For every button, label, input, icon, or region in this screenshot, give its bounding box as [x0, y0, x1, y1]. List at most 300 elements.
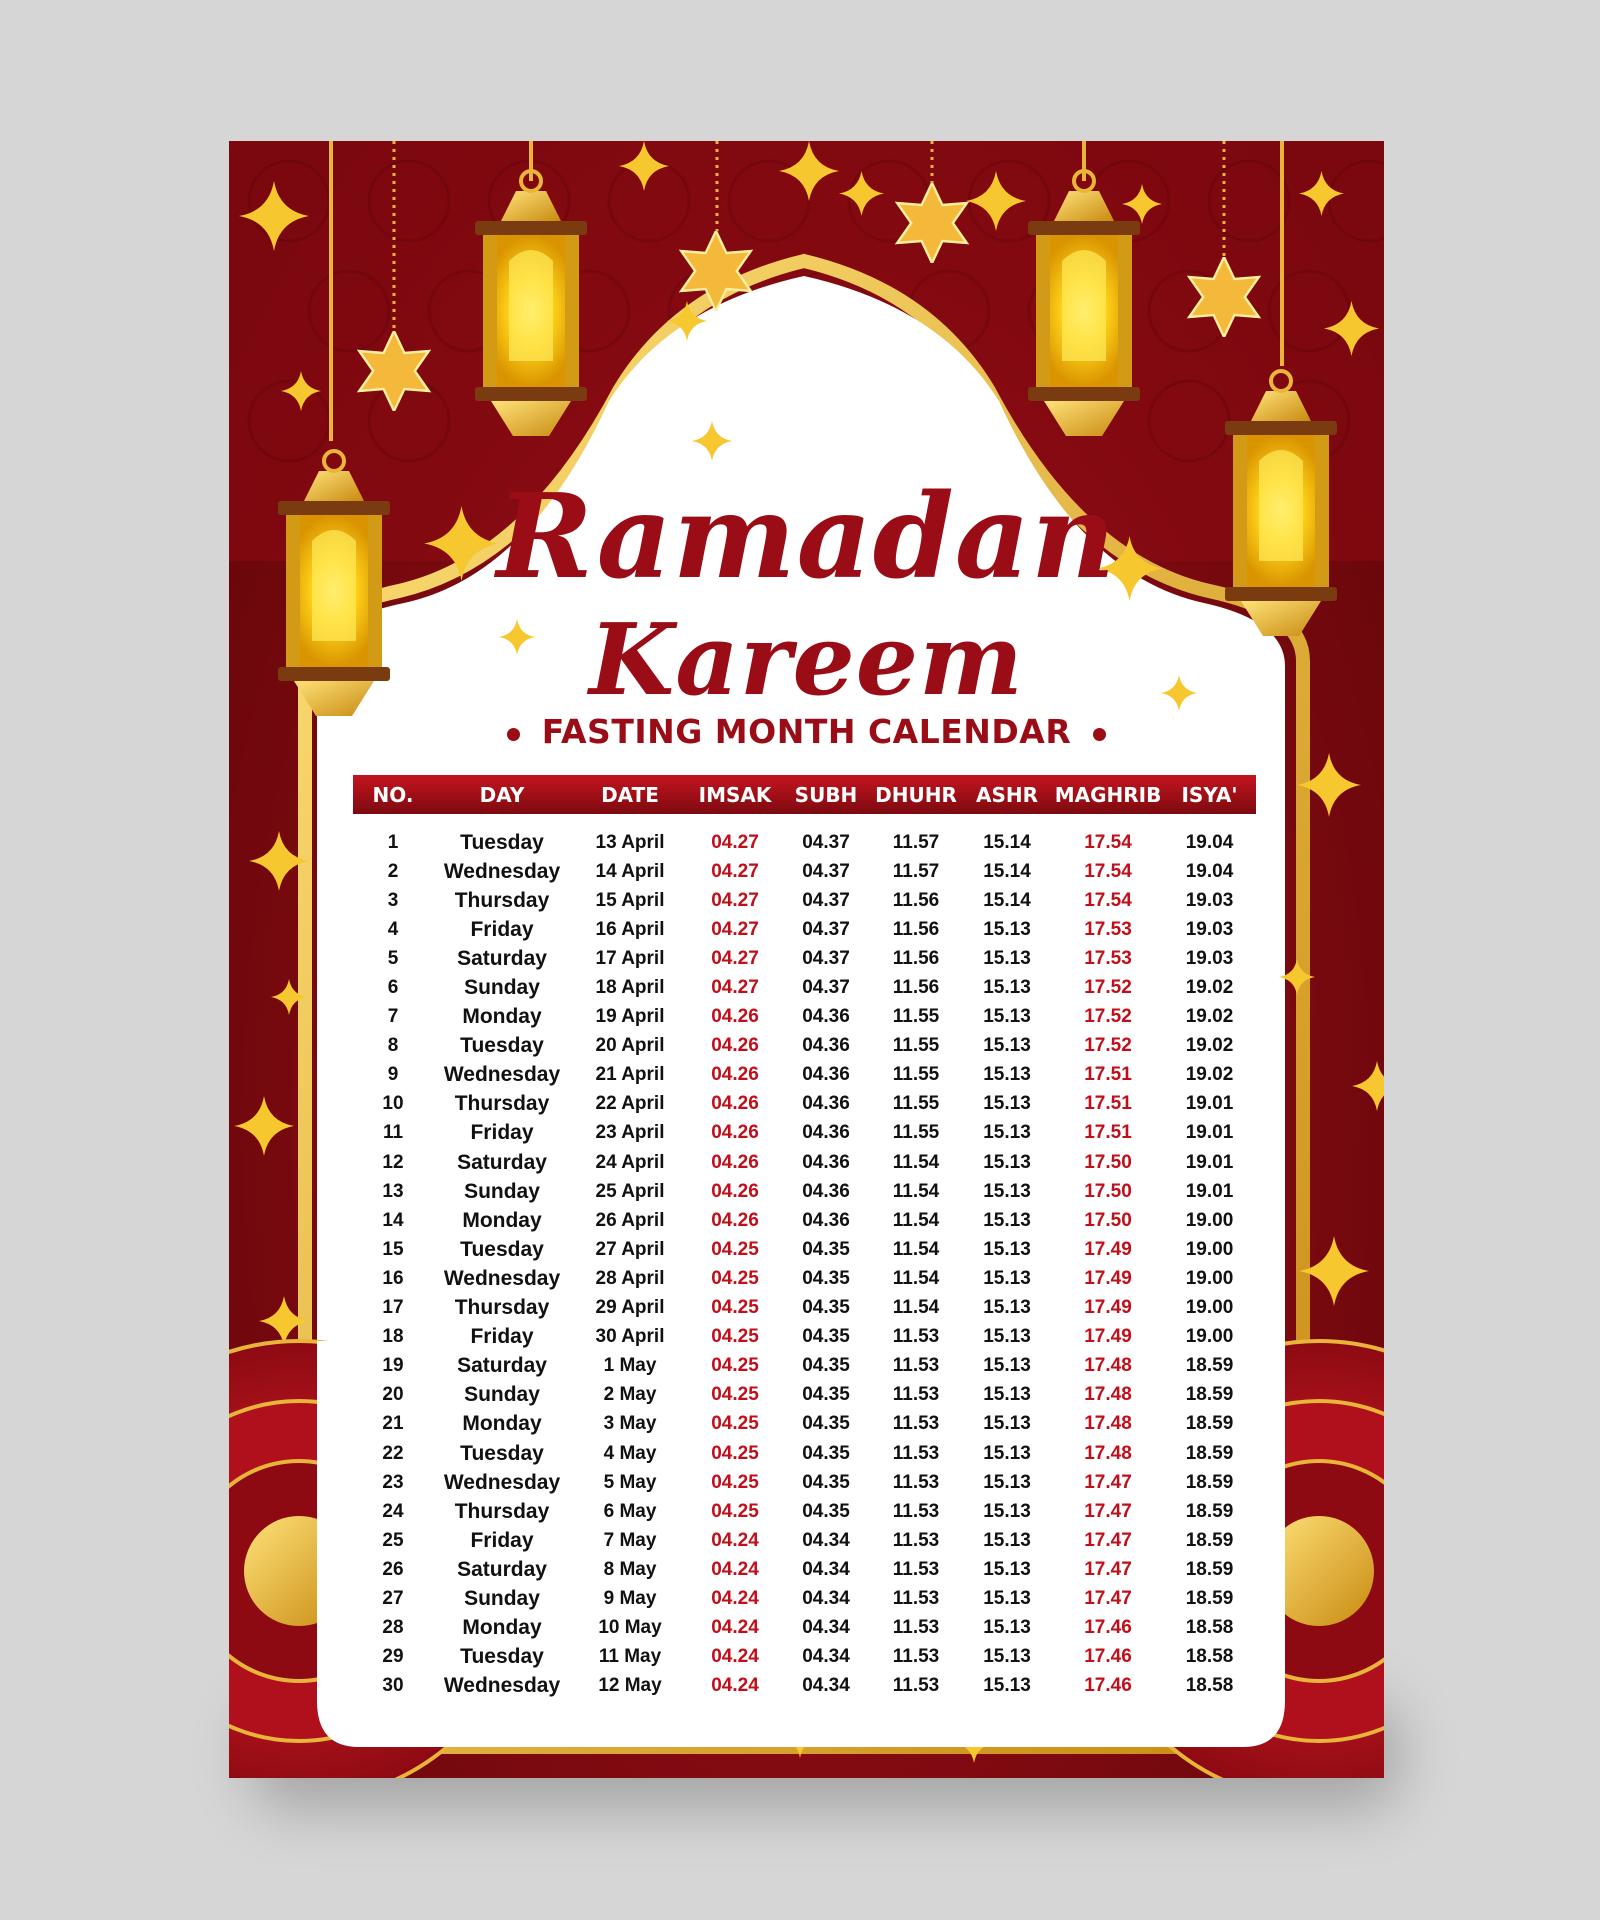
- table-cell: 17.47: [1084, 1558, 1132, 1580]
- table-cell: 21 April: [595, 1064, 665, 1086]
- column-header: ASHR: [961, 775, 1053, 814]
- table-cell: 04.27: [711, 947, 759, 969]
- table-cell: 19.00: [1185, 1326, 1234, 1348]
- table-row: [353, 973, 1256, 1002]
- table-cell: 17: [382, 1297, 404, 1319]
- table-cell: 04.36: [802, 1035, 850, 1057]
- table-cell: 04.34: [802, 1617, 850, 1639]
- table-cell: 19.04: [1185, 860, 1234, 882]
- table-cell: 18.59: [1185, 1558, 1234, 1580]
- table-cell: 04.35: [802, 1267, 850, 1289]
- table-cell: 04.35: [802, 1500, 850, 1522]
- table-cell: 04.36: [802, 1209, 850, 1231]
- table-cell: 3: [387, 889, 399, 911]
- table-cell: 17.54: [1084, 831, 1132, 853]
- table-cell: 04.37: [802, 831, 850, 853]
- table-cell: 15.13: [983, 1471, 1031, 1493]
- table-cell: 11.55: [892, 1035, 940, 1057]
- table-cell: 15: [382, 1238, 404, 1260]
- table-cell: 15.13: [983, 1093, 1031, 1115]
- table-cell: 18.59: [1185, 1355, 1234, 1377]
- table-cell: 11.53: [892, 1587, 940, 1609]
- column-header: IMSAK: [689, 775, 781, 814]
- table-cell: Wednesday: [443, 1674, 561, 1698]
- table-cell: 30 April: [595, 1326, 665, 1348]
- table-cell: 25: [382, 1529, 404, 1551]
- table-cell: Sunday: [464, 1179, 540, 1203]
- table-cell: 5 May: [603, 1471, 657, 1493]
- table-cell: 17.46: [1084, 1617, 1132, 1639]
- table-cell: 11.53: [892, 1384, 940, 1406]
- table-cell: Saturday: [457, 1354, 547, 1378]
- table-cell: 15.13: [983, 1617, 1031, 1639]
- table-cell: 04.27: [711, 889, 759, 911]
- table-cell: 04.27: [711, 918, 759, 940]
- table-cell: 04.35: [802, 1355, 850, 1377]
- table-cell: 28 April: [595, 1267, 665, 1289]
- table-row: [353, 1643, 1256, 1672]
- table-cell: 17.47: [1084, 1471, 1132, 1493]
- table-cell: 10 May: [598, 1617, 662, 1639]
- table-cell: 19.02: [1185, 977, 1234, 999]
- table-cell: 3 May: [603, 1413, 657, 1435]
- table-cell: 15.13: [983, 947, 1031, 969]
- table-row: [353, 1206, 1256, 1235]
- table-cell: 9 May: [603, 1587, 657, 1609]
- table-cell: 17.53: [1084, 918, 1132, 940]
- table-cell: 17.51: [1084, 1093, 1132, 1115]
- table-cell: 04.34: [802, 1675, 850, 1697]
- table-cell: Saturday: [457, 1557, 547, 1581]
- table-cell: 14: [382, 1209, 404, 1231]
- table-cell: 7 May: [603, 1529, 657, 1551]
- table-cell: 13: [382, 1180, 404, 1202]
- column-header: DHUHR: [871, 775, 961, 814]
- table-cell: 04.35: [802, 1297, 850, 1319]
- table-cell: 15.13: [983, 1587, 1031, 1609]
- table-cell: 6 May: [603, 1500, 657, 1522]
- table-cell: 11.53: [892, 1529, 940, 1551]
- table-cell: 11: [382, 1122, 404, 1144]
- table-cell: 11.55: [892, 1006, 940, 1028]
- table-cell: 11.53: [892, 1355, 940, 1377]
- table-cell: 15.13: [983, 1500, 1031, 1522]
- table-cell: 24 April: [595, 1151, 665, 1173]
- column-header: NO.: [353, 775, 433, 814]
- table-cell: 1 May: [603, 1355, 657, 1377]
- table-cell: 04.34: [802, 1529, 850, 1551]
- table-cell: 2 May: [603, 1384, 657, 1406]
- table-cell: 17.50: [1084, 1180, 1132, 1202]
- table-cell: 15.13: [983, 1529, 1031, 1551]
- table-cell: 23: [382, 1471, 404, 1493]
- table-cell: 11.53: [892, 1617, 940, 1639]
- table-row: [353, 1584, 1256, 1613]
- table-cell: 13 April: [595, 831, 665, 853]
- table-row: [353, 1672, 1256, 1701]
- table-cell: 04.26: [711, 1209, 759, 1231]
- table-cell: Friday: [470, 1121, 534, 1145]
- table-cell: 27: [382, 1587, 404, 1609]
- table-cell: 17.52: [1084, 1006, 1132, 1028]
- table-cell: 20: [382, 1384, 404, 1406]
- column-header: ISYA': [1163, 775, 1256, 814]
- table-cell: Sunday: [464, 1586, 540, 1610]
- table-cell: 11.56: [892, 947, 940, 969]
- table-cell: 15.13: [983, 1297, 1031, 1319]
- table-row: [353, 814, 1256, 857]
- table-cell: 19.04: [1185, 831, 1234, 853]
- table-cell: 15.13: [983, 1180, 1031, 1202]
- table-cell: 19.01: [1185, 1151, 1234, 1173]
- table-cell: 15.13: [983, 1122, 1031, 1144]
- table-cell: 04.26: [711, 1006, 759, 1028]
- table-row: [353, 1003, 1256, 1032]
- table-cell: 04.34: [802, 1646, 850, 1668]
- table-cell: 4 May: [603, 1442, 657, 1464]
- table-cell: 11.55: [892, 1122, 940, 1144]
- table-cell: 04.36: [802, 1151, 850, 1173]
- table-cell: 11.57: [892, 860, 940, 882]
- table-row: [353, 944, 1256, 973]
- table-cell: 11 May: [598, 1646, 662, 1668]
- table-cell: 9: [387, 1064, 399, 1086]
- table-cell: 17.49: [1084, 1326, 1132, 1348]
- table-cell: 15.13: [983, 1413, 1031, 1435]
- table-cell: Thursday: [454, 1296, 550, 1320]
- table-cell: 15.13: [983, 1675, 1031, 1697]
- table-cell: 17.46: [1084, 1675, 1132, 1697]
- title-ramadan: Ramadan: [496, 469, 1117, 605]
- table-cell: 04.35: [802, 1442, 850, 1464]
- table-cell: 11.56: [892, 889, 940, 911]
- table-row: [353, 1352, 1256, 1381]
- table-cell: 18.59: [1185, 1384, 1234, 1406]
- table-cell: 15.13: [983, 1384, 1031, 1406]
- title-kareem: Kareem: [589, 603, 1024, 718]
- table-cell: 04.37: [802, 918, 850, 940]
- table-cell: Monday: [462, 1208, 542, 1232]
- table-cell: 19.01: [1185, 1093, 1234, 1115]
- table-cell: 04.27: [711, 977, 759, 999]
- table-cell: 18.58: [1185, 1675, 1234, 1697]
- table-row: [353, 1090, 1256, 1119]
- table-cell: Saturday: [457, 1150, 547, 1174]
- table-cell: 1: [387, 831, 399, 853]
- table-cell: 15.13: [983, 1442, 1031, 1464]
- table-cell: 19.02: [1185, 1064, 1234, 1086]
- table-cell: 19.02: [1185, 1035, 1234, 1057]
- table-cell: 11.54: [892, 1209, 940, 1231]
- table-cell: 19.03: [1185, 918, 1234, 940]
- table-cell: 15.13: [983, 977, 1031, 999]
- table-cell: 04.26: [711, 1180, 759, 1202]
- table-cell: 11.55: [892, 1064, 940, 1086]
- table-cell: 11.53: [892, 1442, 940, 1464]
- table-cell: 17.47: [1084, 1587, 1132, 1609]
- table-cell: Tuesday: [460, 1441, 544, 1465]
- table-cell: 04.25: [711, 1384, 759, 1406]
- table-cell: Tuesday: [460, 1645, 544, 1669]
- table-row: [353, 915, 1256, 944]
- table-cell: 24: [382, 1500, 404, 1522]
- table-cell: 11.56: [892, 977, 940, 999]
- bullet-dot-icon: [507, 728, 520, 741]
- table-cell: 04.24: [711, 1617, 759, 1639]
- table-cell: 17.48: [1084, 1442, 1132, 1464]
- table-cell: 26 April: [595, 1209, 665, 1231]
- table-cell: 2: [387, 860, 399, 882]
- table-cell: 11.53: [892, 1558, 940, 1580]
- table-cell: 18.59: [1185, 1442, 1234, 1464]
- table-cell: 15.13: [983, 1646, 1031, 1668]
- table-cell: 18.59: [1185, 1529, 1234, 1551]
- table-cell: 6: [387, 977, 399, 999]
- table-cell: Wednesday: [443, 1470, 561, 1494]
- table-cell: 19: [382, 1355, 404, 1377]
- table-cell: 11.53: [892, 1326, 940, 1348]
- table-row: [353, 1177, 1256, 1206]
- column-header: DAY: [433, 775, 571, 814]
- table-cell: 18.59: [1185, 1413, 1234, 1435]
- table-row: [353, 1235, 1256, 1264]
- table-cell: 11.53: [892, 1646, 940, 1668]
- table-cell: 22 April: [595, 1093, 665, 1115]
- table-cell: 15.13: [983, 918, 1031, 940]
- table-cell: 04.27: [711, 860, 759, 882]
- subtitle-text: FASTING MONTH CALENDAR: [541, 712, 1072, 751]
- table-cell: 19.03: [1185, 947, 1234, 969]
- table-cell: 04.34: [802, 1558, 850, 1580]
- table-row: [353, 1614, 1256, 1643]
- table-cell: 15.13: [983, 1326, 1031, 1348]
- bullet-dot-icon: [1093, 728, 1106, 741]
- table-row: [353, 1061, 1256, 1090]
- table-cell: 15.13: [983, 1151, 1031, 1173]
- table-row: [353, 1381, 1256, 1410]
- table-row: [353, 1439, 1256, 1468]
- table-cell: 20 April: [595, 1035, 665, 1057]
- table-cell: 11.55: [892, 1093, 940, 1115]
- table-cell: 28: [382, 1617, 404, 1639]
- table-cell: Friday: [470, 917, 534, 941]
- prayer-times-table: [353, 775, 1256, 1701]
- table-cell: 04.24: [711, 1675, 759, 1697]
- table-cell: 11.54: [892, 1151, 940, 1173]
- table-cell: 04.35: [802, 1238, 850, 1260]
- table-cell: 17.53: [1084, 947, 1132, 969]
- table-cell: Wednesday: [443, 1063, 561, 1087]
- table-cell: 15.13: [983, 1209, 1031, 1231]
- table-cell: 18.59: [1185, 1500, 1234, 1522]
- table-cell: 19.00: [1185, 1297, 1234, 1319]
- table-cell: 17.48: [1084, 1384, 1132, 1406]
- table-cell: 04.24: [711, 1587, 759, 1609]
- table-cell: 22: [382, 1442, 404, 1464]
- table-cell: 04.35: [802, 1471, 850, 1493]
- table-cell: 15.13: [983, 1267, 1031, 1289]
- table-row: [353, 1555, 1256, 1584]
- table-cell: 11.54: [892, 1267, 940, 1289]
- table-cell: Thursday: [454, 1092, 550, 1116]
- table-cell: 04.26: [711, 1122, 759, 1144]
- table-cell: 04.36: [802, 1122, 850, 1144]
- table-cell: 30: [382, 1675, 404, 1697]
- table-cell: 4: [387, 918, 399, 940]
- table-cell: 04.36: [802, 1006, 850, 1028]
- table-cell: 7: [387, 1006, 399, 1028]
- table-cell: 17.49: [1084, 1297, 1132, 1319]
- table-cell: Thursday: [454, 888, 550, 912]
- table-cell: 04.36: [802, 1064, 850, 1086]
- table-cell: 04.35: [802, 1384, 850, 1406]
- table-cell: 04.25: [711, 1471, 759, 1493]
- table-cell: 11.57: [892, 831, 940, 853]
- table-cell: 19 April: [595, 1006, 665, 1028]
- table-cell: 16: [382, 1267, 404, 1289]
- table-cell: 15.14: [983, 889, 1031, 911]
- table-cell: 04.26: [711, 1093, 759, 1115]
- table-cell: 21: [382, 1413, 404, 1435]
- table-cell: Tuesday: [460, 830, 544, 854]
- table-cell: 17.49: [1084, 1238, 1132, 1260]
- table-cell: 11.53: [892, 1675, 940, 1697]
- table-cell: 14 April: [595, 860, 665, 882]
- table-cell: Wednesday: [443, 859, 561, 883]
- table-cell: 04.35: [802, 1413, 850, 1435]
- table-cell: 04.26: [711, 1151, 759, 1173]
- table-cell: 04.37: [802, 860, 850, 882]
- table-cell: 17.48: [1084, 1413, 1132, 1435]
- table-cell: Sunday: [464, 976, 540, 1000]
- column-header: DATE: [571, 775, 689, 814]
- table-cell: 04.37: [802, 889, 850, 911]
- table-cell: 04.36: [802, 1180, 850, 1202]
- table-cell: 16 April: [595, 918, 665, 940]
- table-cell: 8 May: [603, 1558, 657, 1580]
- table-row: [353, 1032, 1256, 1061]
- table-cell: 15.13: [983, 1355, 1031, 1377]
- table-row: [353, 1264, 1256, 1293]
- table-cell: 15.13: [983, 1558, 1031, 1580]
- table-cell: 11.54: [892, 1297, 940, 1319]
- table-cell: 04.25: [711, 1267, 759, 1289]
- table-cell: Monday: [462, 1005, 542, 1029]
- table-cell: 17.46: [1084, 1646, 1132, 1668]
- table-cell: Wednesday: [443, 1266, 561, 1290]
- table-cell: 12: [382, 1151, 404, 1173]
- table-cell: 11.56: [892, 918, 940, 940]
- table-cell: Tuesday: [460, 1034, 544, 1058]
- table-cell: 04.27: [711, 831, 759, 853]
- table-row: [353, 1294, 1256, 1323]
- table-cell: Friday: [470, 1325, 534, 1349]
- table-cell: Saturday: [457, 946, 547, 970]
- table-cell: 19.00: [1185, 1238, 1234, 1260]
- table-cell: 11.54: [892, 1180, 940, 1202]
- table-cell: 23 April: [595, 1122, 665, 1144]
- table-cell: 26: [382, 1558, 404, 1580]
- table-cell: 17.54: [1084, 889, 1132, 911]
- table-cell: 8: [387, 1035, 399, 1057]
- subtitle: [229, 712, 1384, 751]
- table-cell: 04.37: [802, 977, 850, 999]
- table-cell: 04.25: [711, 1442, 759, 1464]
- table-cell: Thursday: [454, 1499, 550, 1523]
- table-cell: 18 April: [595, 977, 665, 999]
- table-cell: 19.02: [1185, 1006, 1234, 1028]
- table-cell: 04.25: [711, 1355, 759, 1377]
- table-row: [353, 886, 1256, 915]
- table-cell: 19.00: [1185, 1267, 1234, 1289]
- table-cell: 29: [382, 1646, 404, 1668]
- table-cell: 29 April: [595, 1297, 665, 1319]
- table-cell: 18.58: [1185, 1646, 1234, 1668]
- table-header: [353, 775, 1256, 814]
- table-cell: 19.00: [1185, 1209, 1234, 1231]
- table-cell: 04.25: [711, 1297, 759, 1319]
- table-cell: 04.35: [802, 1326, 850, 1348]
- table-cell: 11.53: [892, 1500, 940, 1522]
- table-cell: 18.59: [1185, 1471, 1234, 1493]
- table-cell: 19.03: [1185, 889, 1234, 911]
- table-cell: 04.25: [711, 1326, 759, 1348]
- table-cell: Tuesday: [460, 1237, 544, 1261]
- table-cell: 04.24: [711, 1529, 759, 1551]
- table-cell: 04.34: [802, 1587, 850, 1609]
- table-row: [353, 857, 1256, 886]
- table-cell: 25 April: [595, 1180, 665, 1202]
- table-row: [353, 1468, 1256, 1497]
- table-cell: 15.13: [983, 1006, 1031, 1028]
- table-row: [353, 1148, 1256, 1177]
- table-cell: 17.49: [1084, 1267, 1132, 1289]
- table-cell: 04.25: [711, 1238, 759, 1260]
- table-row: [353, 1410, 1256, 1439]
- table-cell: Monday: [462, 1412, 542, 1436]
- table-cell: 19.01: [1185, 1180, 1234, 1202]
- table-cell: 15.14: [983, 860, 1031, 882]
- table-cell: 04.25: [711, 1500, 759, 1522]
- table-cell: 17.52: [1084, 977, 1132, 999]
- table-cell: 17.51: [1084, 1122, 1132, 1144]
- table-row: [353, 1119, 1256, 1148]
- table-cell: 10: [382, 1093, 404, 1115]
- table-cell: 5: [387, 947, 399, 969]
- table-cell: 04.25: [711, 1413, 759, 1435]
- table-cell: 04.26: [711, 1035, 759, 1057]
- table-cell: 12 May: [598, 1675, 662, 1697]
- table-cell: 11.53: [892, 1413, 940, 1435]
- table-cell: 15.14: [983, 831, 1031, 853]
- table-cell: 04.37: [802, 947, 850, 969]
- column-header: MAGHRIB: [1053, 775, 1163, 814]
- table-cell: 17.48: [1084, 1355, 1132, 1377]
- table-cell: 15.13: [983, 1238, 1031, 1260]
- table-cell: 17.47: [1084, 1529, 1132, 1551]
- column-header: SUBH: [781, 775, 871, 814]
- table-cell: 04.26: [711, 1064, 759, 1086]
- table-cell: 15.13: [983, 1064, 1031, 1086]
- table-cell: 17.47: [1084, 1500, 1132, 1522]
- table-row: [353, 1497, 1256, 1526]
- table-cell: 18.58: [1185, 1617, 1234, 1639]
- table-cell: 17.50: [1084, 1151, 1132, 1173]
- table-cell: 18.59: [1185, 1587, 1234, 1609]
- table-cell: 27 April: [595, 1238, 665, 1260]
- table-cell: 04.36: [802, 1093, 850, 1115]
- table-row: [353, 1323, 1256, 1352]
